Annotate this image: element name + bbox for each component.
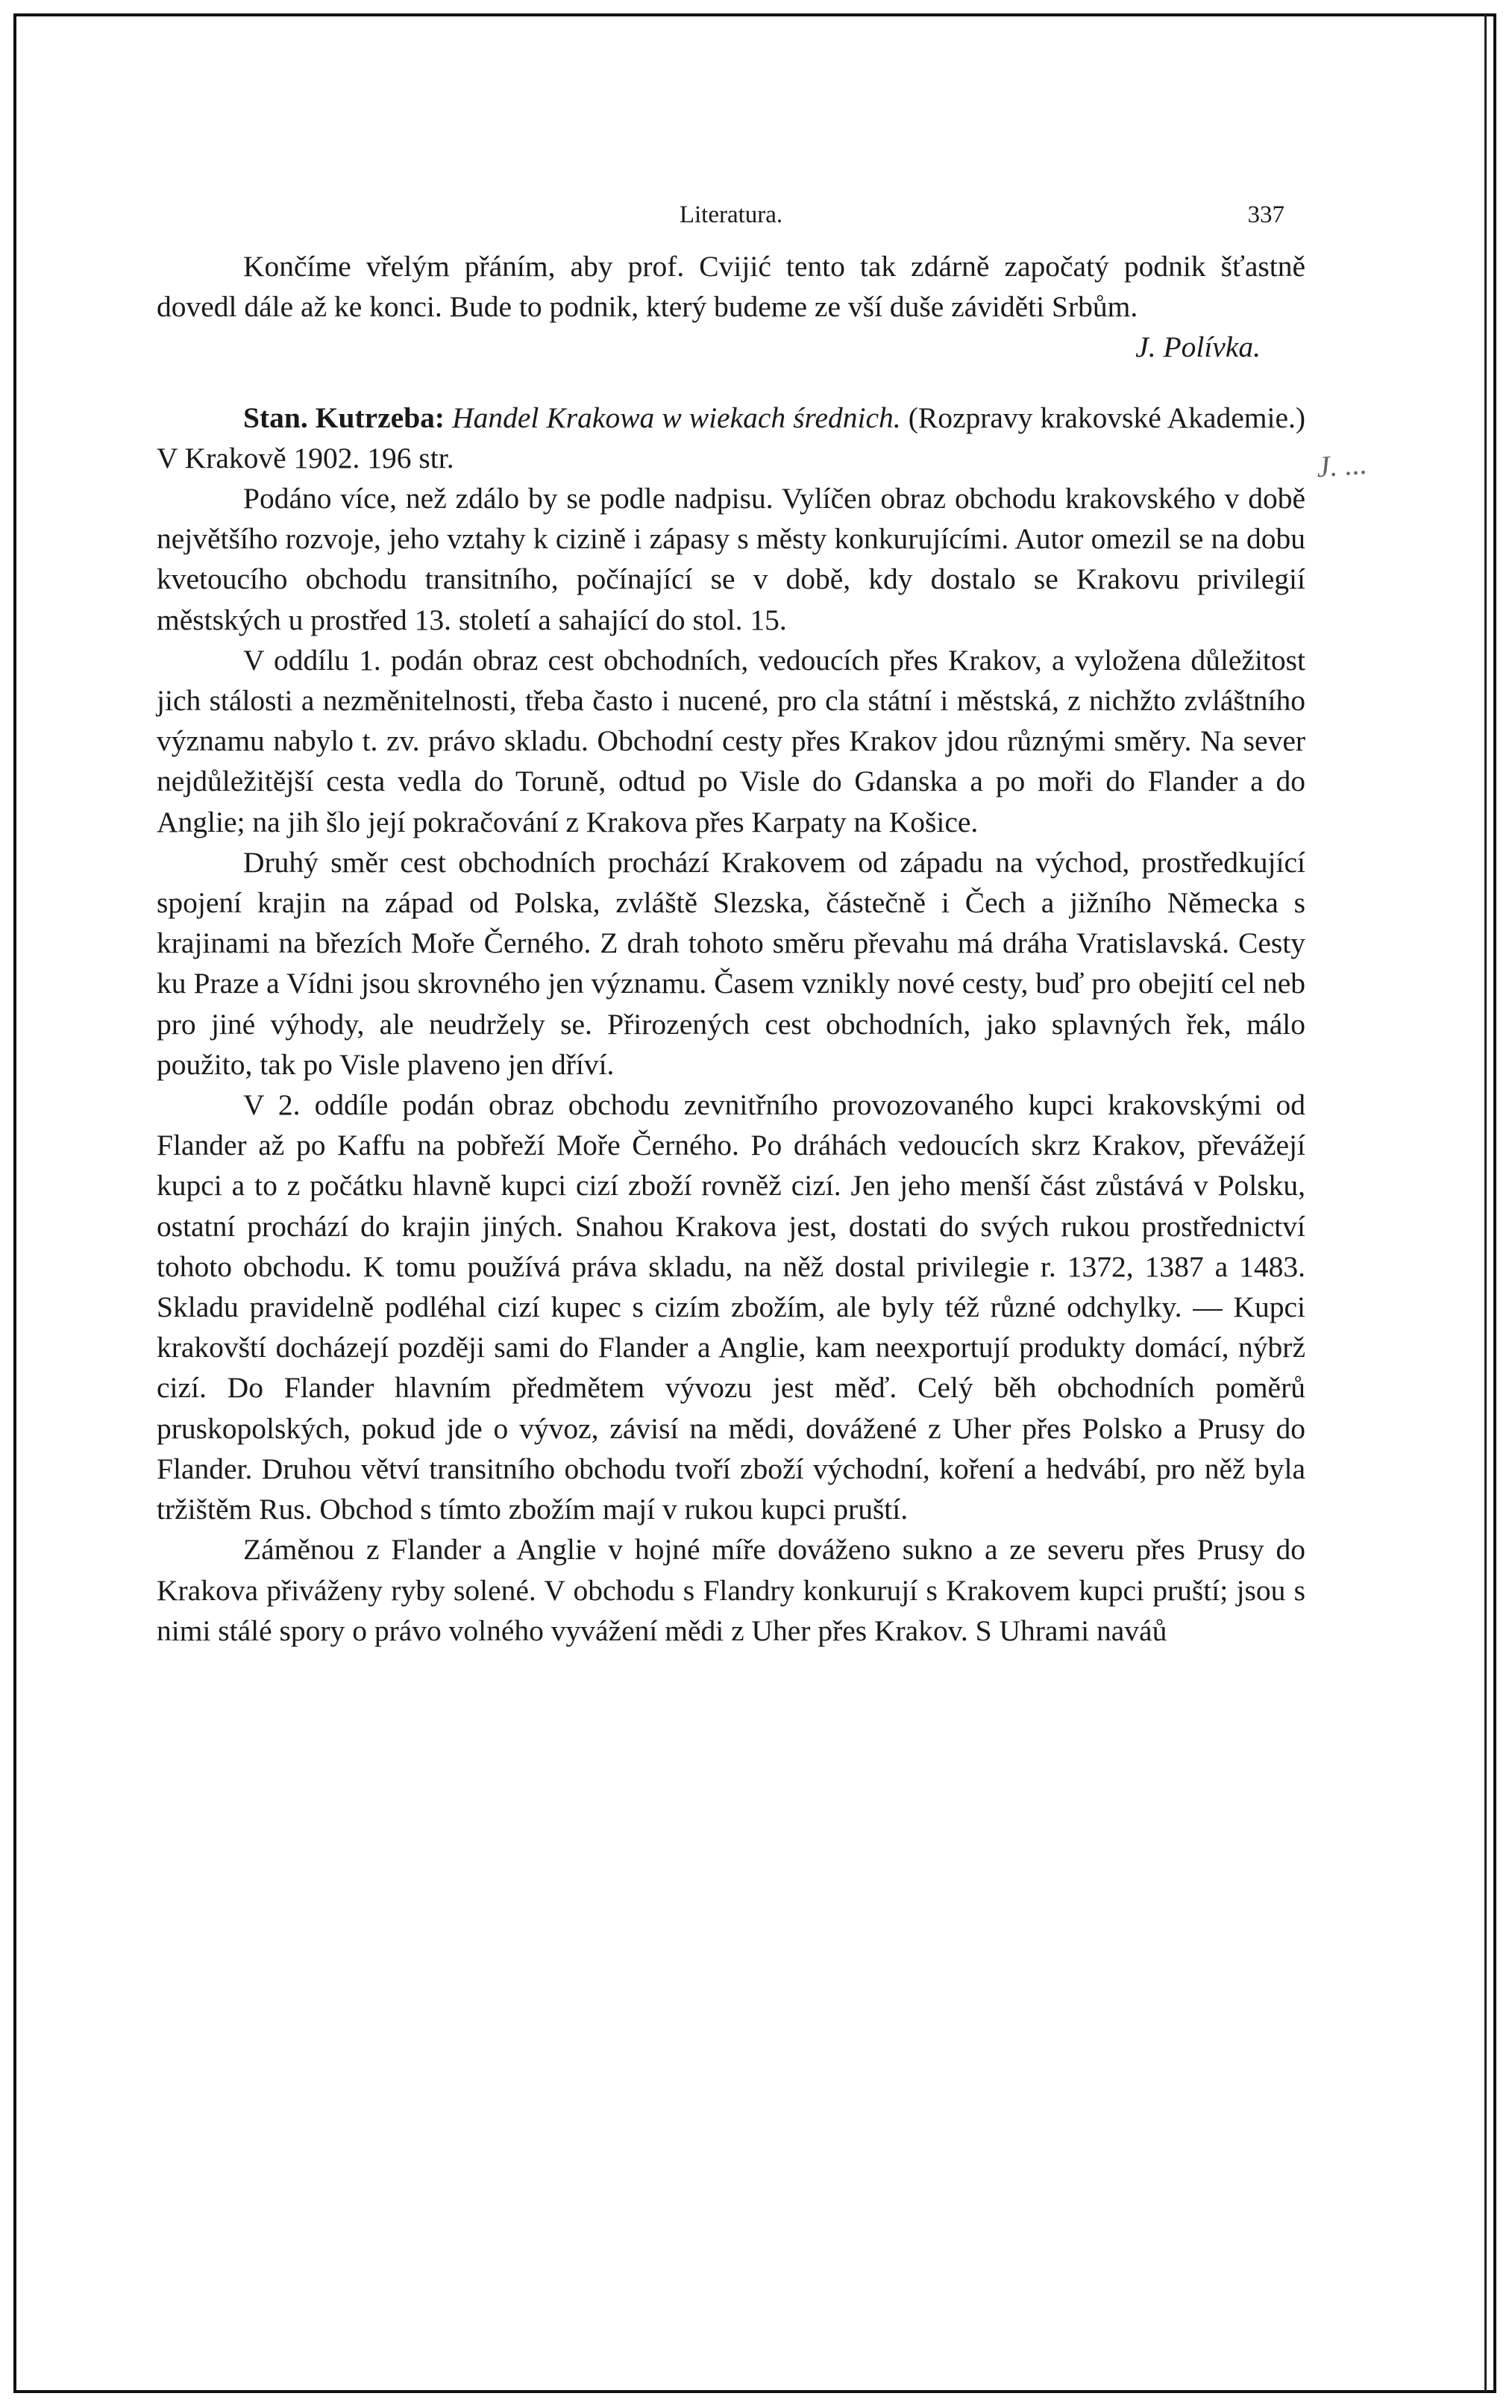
document-page (157, 201, 1305, 1651)
signature (157, 327, 1305, 367)
body-paragraph-1: Podáno více, než zdálo by se podle nadpisu. Vylíčen obraz obchodu krakovského v době největšího rozvoje, jeho vztahy k cizině i zápasy s městy konkurujícími. Autor omezil se na dobu kvetoucího obchodu transitního, počínající se v době, kdy dostalo se Krakovu privilegií městských u prostřed 13. století a sahající do stol. 15. (157, 482, 1305, 636)
body-paragraph-5: Záměnou z Flander a Anglie v hojné míře dováženo sukno a ze severu přes Prusy do Krakova přiváženy ryby solené. V obchodu s Flandry konkurují s Krakovem kupci pruští; jsou s nimi stálé spory o právo volného vyvážení mědi z Uher přes Krakov. S Uhrami naváů (157, 1533, 1305, 1647)
margin-handwriting: J. ... (1315, 446, 1369, 484)
running-header (157, 201, 1305, 246)
review-heading (157, 398, 1305, 478)
body-paragraph-2: V oddílu 1. podán obraz cest obchodních, vedoucích přes Krakov, a vyložena důležitost jich stálosti a nezměnitelnosti, třeba často i nucené, pro cla státní i městská, z nichžto zvláštního významu nabylo t. zv. právo skladu. Obchodní cesty přes Krakov jdou různými směry. Na sever nejdůležitější cesta vedla do Toruně, odtud po Visle do Gdanska a po moři do Flander a do Anglie; na jih šlo její pokračování z Krakova přes Karpaty na Košice. (157, 643, 1305, 838)
signature-text: J. Polívka. (1135, 330, 1261, 364)
review-author: Stan. Kutrzeba: (243, 401, 445, 434)
intro-paragraph: Končíme vřelým přáním, aby prof. Cvijić tento tak zdárně započatý podnik šťastně dovedl dále až ke konci. Bude to podnik, který budeme ze vší duše záviděti Srbům. (157, 250, 1305, 324)
page-edge (1484, 15, 1487, 2392)
body-paragraph-3: Druhý směr cest obchodních prochází Krakovem od západu na východ, prostředkující spojení krajin na západ od Polska, zvláště Slezska, částečně i Čech a jižního Německa s krajinami na březích Moře Černého. Z drah tohoto směru převahu má dráha Vratislavská. Cesty ku Praze a Vídni jsou skrovného jen významu. Časem vznikly nové cesty, buď pro obejití cel neb pro jiné výhody, ale neudržely se. Přirozených cest obchodních, jako splavných řek, málo použito, tak po Visle plaveno jen dříví. (157, 845, 1305, 1081)
review-publication: (Rozpravy krakovské Akademie.) V Krakově 1902. 196 str. (157, 401, 1306, 474)
body-paragraph-4: V 2. oddíle podán obraz obchodu zevnitřního provozovaného kupci krakovskými od Flander až po Kaffu na pobřeží Moře Černého. Po dráhách vedoucích skrz Krakov, převážejí kupci a to z počátku hlavně kupci cizí zboží rovněž cizí. Jen jeho menší část zůstává v Polsku, ostatní prochází do krajin jiných. Snahou Krakova jest, dostati do svých rukou prostřednictví tohoto obchodu. K tomu používá práva skladu, na něž dostal privilegie r. 1372, 1387 a 1483. Skladu pravidelně podléhal cizí kupec s cizím zbožím, ale byly též různé odchylky. — Kupci krakovští docházejí později sami do Flander a Anglie, kam neexportují produkty domácí, nýbrž cizí. Do Flander hlavním předmětem vývozu jest měď. Celý běh obchodních poměrů pruskopolských, pokud jde o vývoz, závisí na mědi, dovážené z Uher přes Polsko a Prusy do Flander. Druhou větví transitního obchodu tvoří zboží východní, koření a hedvábí, pro něž byla tržištěm Rus. Obchod s tímto zbožím mají v rukou kupci pruští. (157, 1088, 1305, 1526)
header-title: Literatura. (679, 201, 783, 228)
review-book-title: Handel Krakowa w wiekach średnich. (452, 401, 901, 434)
page-number: 337 (1247, 201, 1284, 228)
